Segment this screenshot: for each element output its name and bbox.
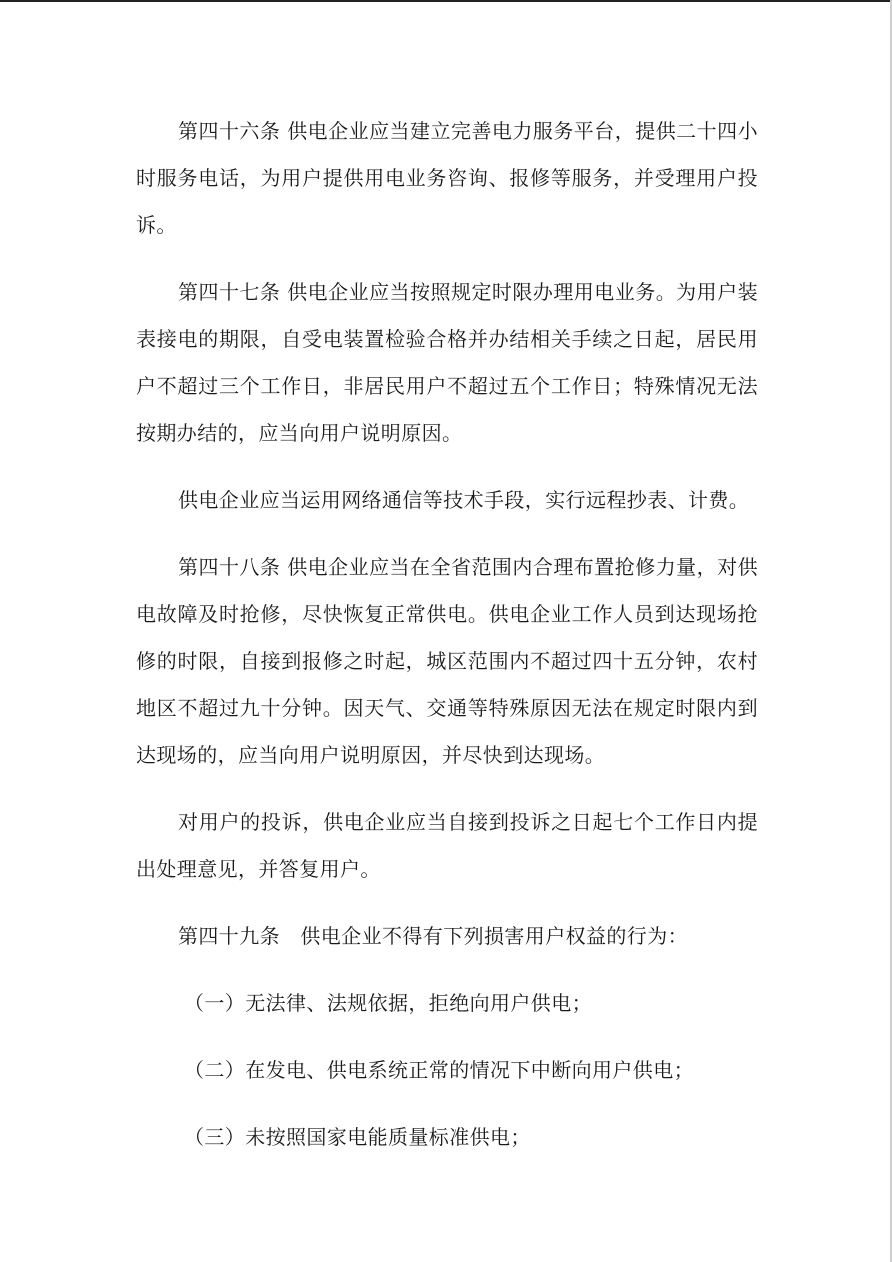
document-page — [136, 108, 758, 1181]
article-47-paragraph: 第四十七条 供电企业应当按照规定时限办理用电业务。为用户装表接电的期限，自受电装置检验合格并办结相关手续之日起，居民用户不超过三个工作日，非居民用户不超过五个工作日；特殊情况无法按期办结的，应当向用户说明原因。 — [136, 280, 758, 445]
article-48-paragraph-2: 对用户的投诉，供电企业应当自接到投诉之日起七个工作日内提出处理意见，并答复用户。 — [136, 810, 758, 881]
article-49-item-3: （三）未按照国家电能质量标准供电； — [184, 1125, 531, 1149]
article-46-paragraph: 第四十六条 供电企业应当建立完善电力服务平台，提供二十四小时服务电话，为用户提供用电业务咨询、报修等服务，并受理用户投诉。 — [136, 119, 758, 237]
article-48-paragraph: 第四十八条 供电企业应当在全省范围内合理布置抢修力量，对供电故障及时抢修，尽快恢复正常供电。供电企业工作人员到达现场抢修的时限，自接到报修之时起，城区范围内不超过四十五分钟，农村地区不超过九十分钟。因天气、交通等特殊原因无法在规定时限内到达现场的，应当向用户说明原因，并尽快到达现场。 — [136, 555, 758, 767]
article-49-item-1: （一）无法律、法规依据，拒绝向用户供电； — [184, 991, 592, 1015]
article-47-paragraph-2: 供电企业应当运用网络通信等技术手段，实行远程抄表、计费。 — [178, 488, 750, 512]
article-49-paragraph: 第四十九条 供电企业不得有下列损害用户权益的行为： — [178, 924, 688, 948]
article-49-item-2: （二）在发电、供电系统正常的情况下中断向用户供电； — [184, 1058, 694, 1082]
page-top-border — [0, 0, 892, 2]
